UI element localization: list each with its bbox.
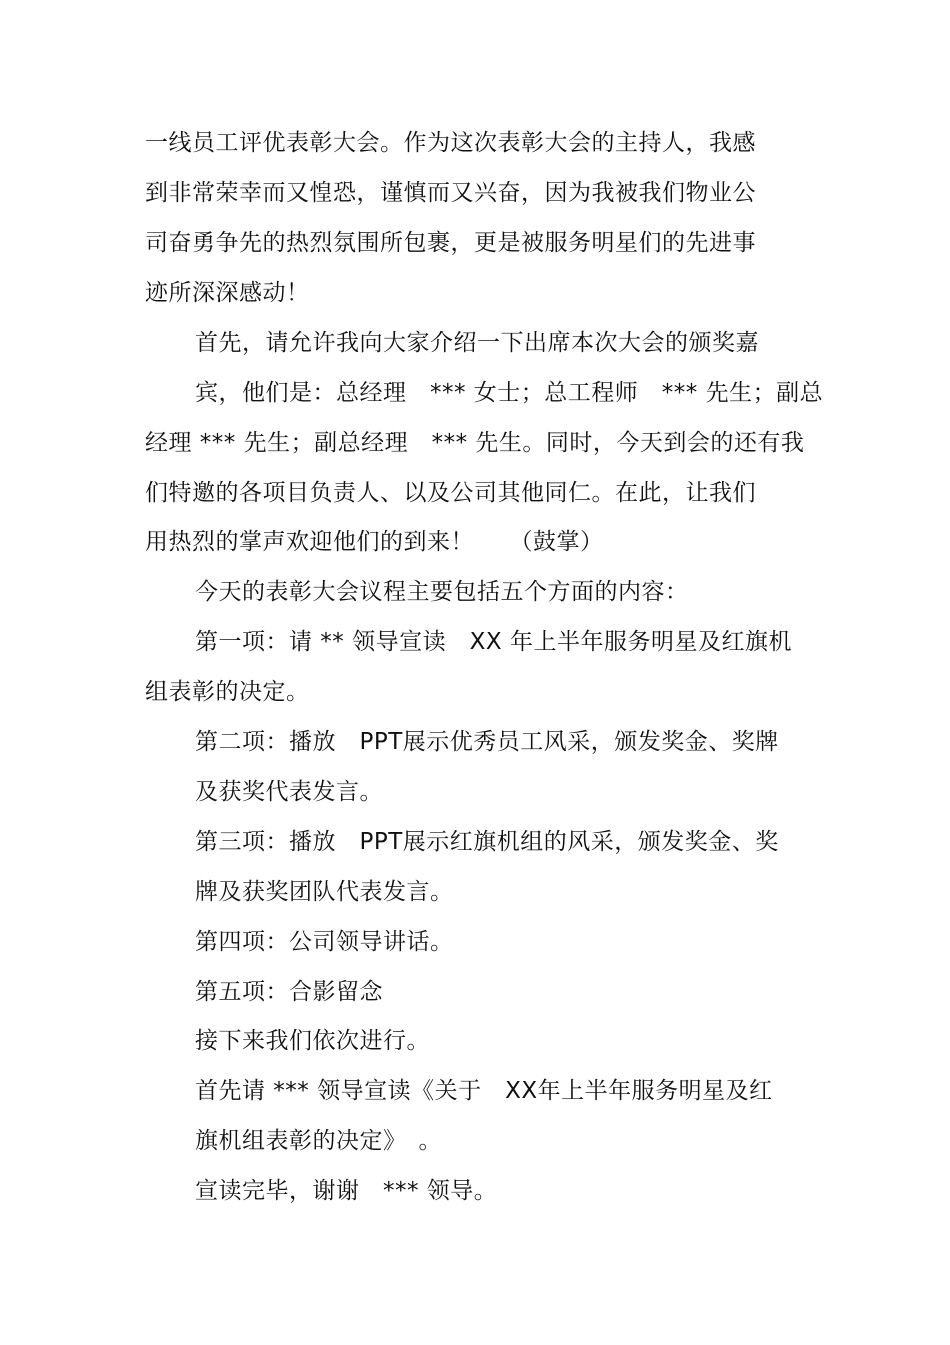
text-line: 第四项：公司领导讲话。	[195, 929, 454, 955]
text-line: 今天的表彰大会议程主要包括五个方面的内容：	[195, 579, 689, 605]
text-line: 接下来我们依次进行。	[195, 1028, 430, 1054]
text-line: 宾，他们是：总经理 *** 女士；总工程师 *** 先生；副总	[195, 380, 824, 406]
text-line: 首先请 *** 领导宣读《关于 XX年上半年服务明星及红	[195, 1078, 773, 1104]
text-line: 第二项：播放 PPT展示优秀员工风采，颁发奖金、奖牌	[195, 729, 779, 755]
text-line: 迹所深深感动！	[145, 280, 310, 306]
text-line: 经理 *** 先生；副总经理 *** 先生。同时，今天到会的还有我	[145, 430, 805, 456]
text-line: 第五项：合影留念	[195, 979, 383, 1005]
text-line: 一线员工评优表彰大会。作为这次表彰大会的主持人，我感	[145, 130, 756, 156]
text-line: 司奋勇争先的热烈氛围所包裹，更是被服务明星们的先进事	[145, 230, 756, 256]
text-line: 牌及获奖团队代表发言。	[195, 879, 454, 905]
text-line: 到非常荣幸而又惶恐，谨慎而又兴奋，因为我被我们物业公	[145, 180, 756, 206]
text-line: 第三项：播放 PPT展示红旗机组的风采，颁发奖金、奖	[195, 829, 779, 855]
text-line: 旗机组表彰的决定》 。	[195, 1128, 442, 1154]
text-line: 们特邀的各项目负责人、以及公司其他同仁。在此，让我们	[145, 480, 756, 506]
text-line: 及获奖代表发言。	[195, 779, 383, 805]
text-line: 用热烈的掌声欢迎他们的到来！ （鼓掌）	[145, 529, 604, 555]
text-line: 首先，请允许我向大家介绍一下出席本次大会的颁奖嘉	[195, 330, 759, 356]
text-line: 第一项：请 ** 领导宣读 XX 年上半年服务明星及红旗机	[195, 629, 792, 655]
text-line: 宣读完毕，谢谢 *** 领导。	[195, 1178, 498, 1204]
text-line: 组表彰的决定。	[145, 679, 310, 705]
